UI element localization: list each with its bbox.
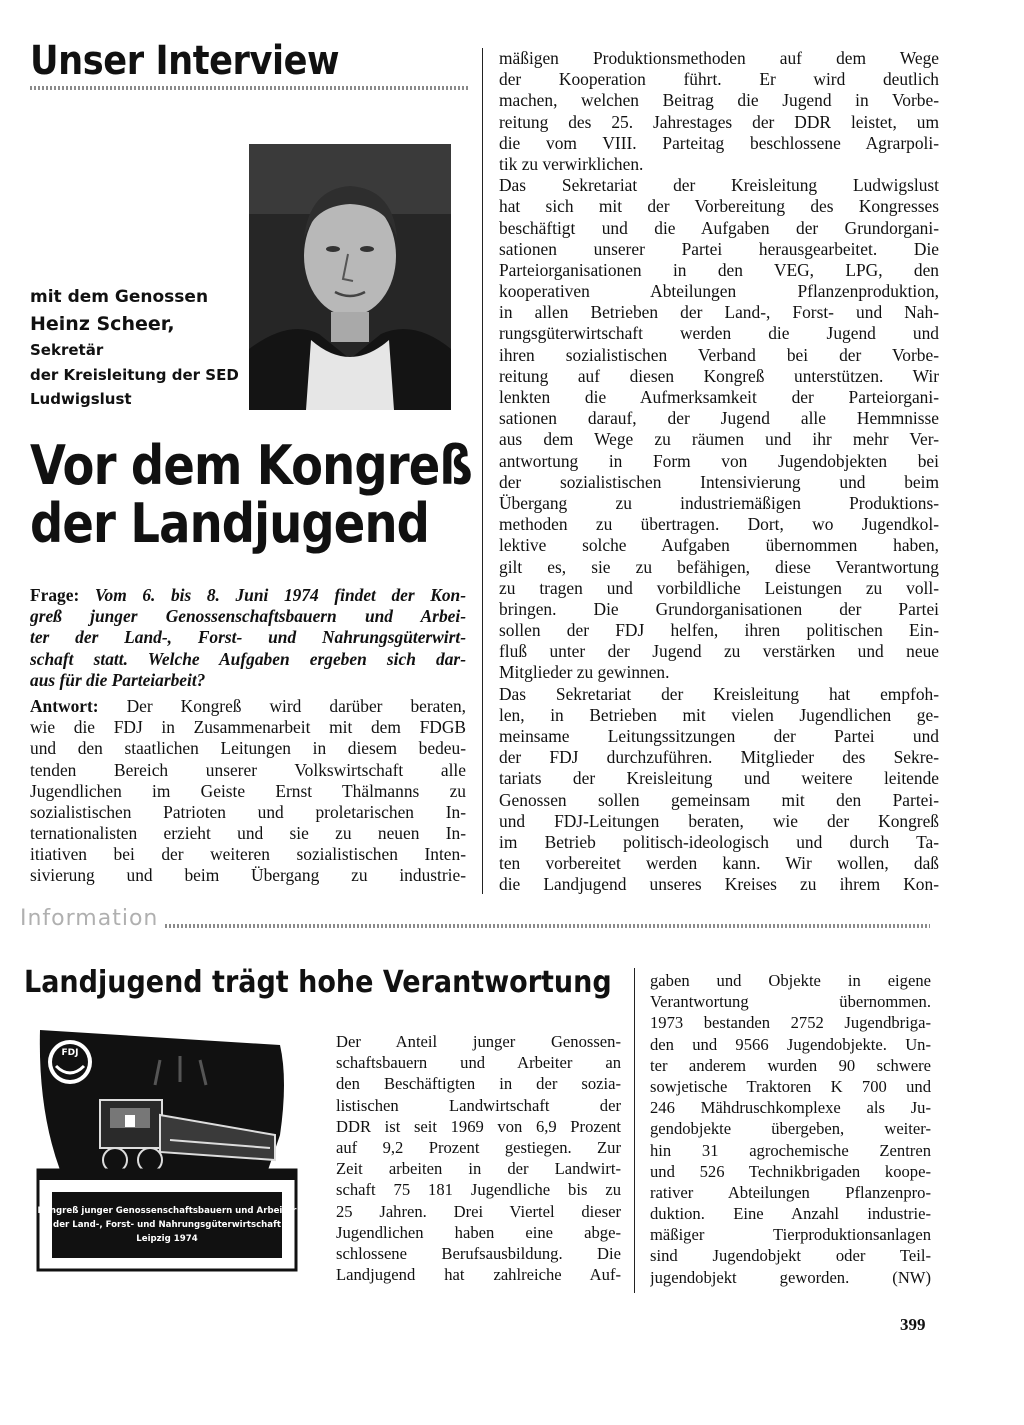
portrait-photo xyxy=(249,144,451,410)
answer-label: Antwort: xyxy=(30,695,99,716)
article-column-1 xyxy=(336,1031,621,1285)
text-line: in allen Betrieben der Land-, Forst- und Nah- xyxy=(499,302,939,323)
text-line: Genossen sollen gemeinsam mit den Partei- xyxy=(499,789,939,810)
text-line: sationen unserer Partei herausgearbeitet. Die xyxy=(499,238,939,259)
text-line: ihren sozialistischen Verband bei der Vorbe- xyxy=(499,344,939,365)
text-line: auf 9,2 Prozent gestiegen. Zur xyxy=(336,1137,621,1157)
answer-line: wie die FDJ in Zusammenarbeit mit dem FDGB xyxy=(30,717,466,738)
interview-column-1 xyxy=(30,585,466,887)
text-line: machen, welchen Beitrag die Jugend in Vorbe- xyxy=(499,90,939,111)
text-line: zu tragen und vorbildliche Leistungen zu voll- xyxy=(499,577,939,598)
text-line: methoden zu übertragen. Dort, wo Jugendkol- xyxy=(499,514,939,535)
text-line: sationen darauf, der Jugend alle Hemmnisse xyxy=(499,408,939,429)
text-line: 246 Mähdruschkomplexe als Ju- xyxy=(650,1098,931,1118)
text-line: der sozialistischen Intensivierung und beim xyxy=(499,471,939,492)
answer-line: und den staatlichen Leitungen in diesem bedeu- xyxy=(30,738,466,759)
text-line: kooperativen Abteilungen Pflanzenproduktion, xyxy=(499,281,939,302)
section-rule xyxy=(30,86,470,90)
text-line: rativer Abteilungen Pflanzenpro- xyxy=(650,1182,931,1202)
text-line: sind Jugendobjekt oder Teil- xyxy=(650,1246,931,1266)
byline-intro: mit dem Genossen xyxy=(30,287,209,307)
text-line: gaben und Objekte in eigene xyxy=(650,971,931,990)
text-line: Parteiorganisationen in den VEG, LPG, den xyxy=(499,259,939,280)
text-line: mäßiger Tierproduktionsanlagen xyxy=(650,1225,931,1245)
info-rule xyxy=(165,924,930,928)
answer-line: ternationalisten erzieht und sie zu neuen In- xyxy=(30,823,466,844)
text-line: listischen Landwirtschaft der xyxy=(336,1095,621,1115)
byline-name: Heinz Scheer, xyxy=(30,313,175,335)
question-line: Frage: Vom 6. bis 8. Juni 1974 findet der Kon- xyxy=(30,585,466,605)
text-line: hat sich mit der Vorbereitung des Kongresses xyxy=(499,196,939,217)
text-line: fluß unter der Jugend zu verstärken und neue xyxy=(499,641,939,662)
text-line: ten vorbereitet werden kann. Wir wollen, daß xyxy=(499,853,939,874)
article-title: Landjugend trägt hohe Verantwortung xyxy=(24,965,612,1000)
text-line: gendobjekte übergeben, weiter- xyxy=(650,1119,931,1139)
emblem-caption-line: Kongreß junger Genossenschaftsbauern und Arbeiter xyxy=(37,1206,297,1216)
text-line: schlossene Berufsausbildung. Die xyxy=(336,1243,621,1263)
text-line: Der Anteil junger Genossen- xyxy=(336,1032,621,1051)
page-number: 399 xyxy=(900,1315,926,1334)
text-line: hin 31 agrochemische Zentren xyxy=(650,1140,931,1160)
text-line: der FDJ durchzuführen. Mitglieder des Sekre- xyxy=(499,747,939,768)
question-line: schaft statt. Welche Aufgaben ergeben sich dar- xyxy=(30,648,466,669)
text-line: meinsame Leitungssitzungen der Partei und xyxy=(499,726,939,746)
text-line: reitung auf diesen Kongreß unterstützen. Wir xyxy=(499,365,939,386)
column-divider xyxy=(634,968,635,1293)
headline xyxy=(30,434,472,555)
text-line: den Beschäftigten in der sozia- xyxy=(336,1074,621,1094)
text-line: DDR ist seit 1969 von 6,9 Prozent xyxy=(336,1116,621,1136)
text-line: aus dem Wege zu räumen und ihr mehr Ver- xyxy=(499,429,939,450)
emblem-badge-text: FDJ xyxy=(61,1048,79,1058)
text-line: und FDJ-Leitungen beraten, wie der Kongreß xyxy=(499,810,939,831)
text-line: len, in Betrieben mit vielen Jugendlichen ge- xyxy=(499,704,939,725)
column-divider xyxy=(482,48,483,894)
text-line: sowjetische Traktoren K 700 und xyxy=(650,1076,931,1096)
text-line: schaft 75 181 Jugendliche bis zu xyxy=(336,1180,621,1200)
text-line: Jugendlichen haben eine abge- xyxy=(336,1222,621,1242)
text-line: der Kooperation führt. Er wird deutlich xyxy=(499,69,939,90)
byline-role: Ludwigslust xyxy=(30,390,132,408)
text-line: Landjugend hat zahlreiche Auf- xyxy=(336,1265,621,1285)
text-line: lektive solche Aufgaben übernommen haben, xyxy=(499,535,939,556)
question-line: ter der Land-, Forst- und Nahrungsgüterwirt- xyxy=(30,627,466,648)
text-line: im Betrieb politisch-ideologisch und durch Ta- xyxy=(499,831,939,852)
text-line: Das Sekretariat der Kreisleitung hat empfoh- xyxy=(499,683,939,704)
section-title: Unser Interview xyxy=(30,38,340,84)
text-line: tariats der Kreisleitung und weitere leitende xyxy=(499,768,939,789)
text-line: Übergang zu industriemäßigen Produktions- xyxy=(499,492,939,513)
text-line: und 526 Technikbrigaden koope- xyxy=(650,1161,931,1181)
text-line: sollen der FDJ helfen, ihren politischen Ein- xyxy=(499,620,939,641)
congress-emblem xyxy=(30,1020,300,1280)
answer-line: sozialistischen Patrioten und proletarischen In- xyxy=(30,801,466,822)
answer-line: itiativen bei der weiteren sozialistischen Inten- xyxy=(30,844,466,865)
headline-line: der Landjugend xyxy=(30,492,430,555)
text-line: schaftsbauern und Arbeiter an xyxy=(336,1053,621,1073)
portrait-illustration xyxy=(249,144,451,410)
text-line: jugendobjekt geworden. (NW) xyxy=(650,1267,931,1287)
text-line: Das Sekretariat der Kreisleitung Ludwigslust xyxy=(499,175,939,196)
text-line: 1973 bestanden 2752 Jugendbriga- xyxy=(650,1013,931,1033)
text-line: tik zu verwirklichen. xyxy=(499,153,644,174)
answer-line: Antwort: Der Kongreß wird darüber beraten, xyxy=(30,695,466,716)
question-line: aus für die Parteiarbeit? xyxy=(30,669,206,690)
text-line: ter anderem wurden 90 schwere xyxy=(650,1055,931,1075)
text-line: Mitglieder zu gewinnen. xyxy=(499,662,670,683)
text-line: die vom VIII. Parteitag beschlossene Agrarpoli- xyxy=(499,132,939,153)
answer-line: sivierung und beim Übergang zu industrie- xyxy=(30,865,466,886)
text-line: rungsgüterwirtschaft werden die Jugend und xyxy=(499,323,939,344)
question-line: greß junger Genossenschaftsbauern und Arbei- xyxy=(30,606,466,627)
emblem-caption-line: Leipzig 1974 xyxy=(136,1234,198,1244)
headline-line: Vor dem Kongreß xyxy=(30,434,472,497)
interview-column-2 xyxy=(499,48,939,896)
text-line: 25 Jahren. Drei Viertel dieser xyxy=(336,1201,621,1221)
text-line: lenkten die Aufmerksamkeit der Parteiorgani- xyxy=(499,387,939,407)
byline-role: der Kreisleitung der SED xyxy=(30,366,239,384)
text-line: gilt es, sie zu befähigen, diese Verantwortung xyxy=(499,556,939,577)
text-line: die Landjugend unseres Kreises zu ihrem Kon- xyxy=(499,874,939,895)
text-line: Verantwortung übernommen. xyxy=(650,992,931,1012)
text-line: beschäftigt und die Aufgaben der Grundorgani- xyxy=(499,217,939,238)
text-line: mäßigen Produktionsmethoden auf dem Wege xyxy=(499,48,939,68)
text-line: reitung des 25. Jahrestages der DDR leistet, um xyxy=(499,111,939,132)
emblem-caption xyxy=(37,1192,297,1258)
question-label: Frage: xyxy=(30,585,80,605)
text-line: Zeit arbeiten in der Landwirt- xyxy=(336,1159,621,1179)
text-line: duktion. Eine Anzahl industrie- xyxy=(650,1204,931,1224)
byline-role: Sekretär xyxy=(30,341,104,359)
answer-line: Jugendlichen im Geiste Ernst Thälmanns zu xyxy=(30,780,466,801)
emblem-caption-line: der Land-, Forst- und Nahrungsgüterwirtschaft xyxy=(53,1220,281,1230)
info-label: Information xyxy=(20,906,159,931)
text-line: bringen. Die Grundorganisationen der Partei xyxy=(499,598,939,619)
text-line: antwortung in Form von Jugendobjekten bei xyxy=(499,450,939,471)
text-line: den und 9566 Jugendobjekte. Un- xyxy=(650,1034,931,1054)
article-column-2 xyxy=(650,970,931,1288)
answer-line: tenden Bereich unserer Volkswirtschaft alle xyxy=(30,759,466,780)
